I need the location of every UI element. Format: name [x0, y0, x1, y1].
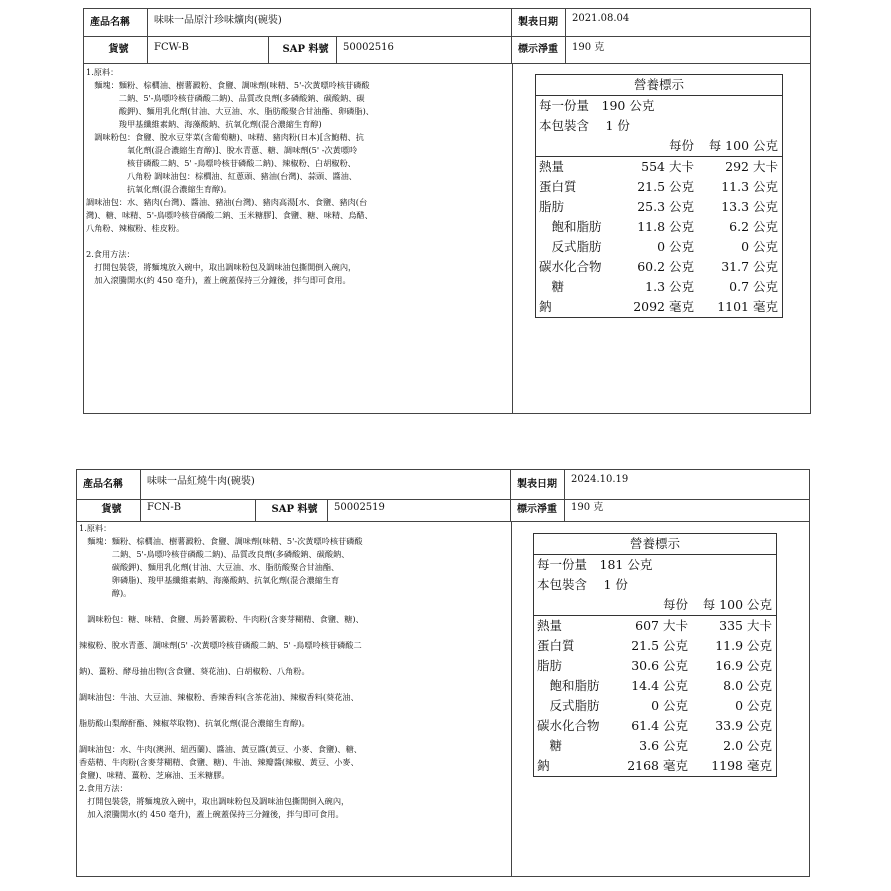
nutrient-row: 鈉 2092 毫克 1101 毫克: [539, 299, 778, 314]
item-code-label: 貨號: [77, 499, 141, 521]
date-value: 2024.10.19: [571, 474, 629, 485]
nutrition-column-header: 每份 每 100 公克: [534, 595, 776, 616]
nutrient-row: 蛋白質 21.5 公克 11.9 公克: [537, 638, 772, 653]
spec-sheet-2: [76, 469, 810, 877]
nutrient-row: 熱量 554 大卡 292 大卡: [539, 159, 778, 174]
nutrient-row: 熱量 607 大卡 335 大卡: [537, 618, 772, 633]
ingredient-line: 麵塊：麵粉、棕櫚油、樹薯澱粉、食鹽、調味劑(味精、5'-次黃嘌呤核苷磷酸: [79, 536, 363, 546]
ingredient-line: 酸鉀)、麵用乳化劑(甘油、大豆油、水、脂肪酸聚合甘油酯、卵磷脂)、: [86, 106, 374, 116]
nutrient-row: 脂肪 25.3 公克 13.3 公克: [539, 199, 778, 214]
product-name-label: 產品名稱: [77, 470, 141, 499]
date-label: 製表日期: [512, 9, 566, 36]
body-divider: [511, 521, 512, 876]
serving-size: 每一份量 181 公克: [537, 557, 653, 572]
sap-value: 50002516: [337, 36, 512, 63]
ingredient-line: [79, 730, 509, 743]
nutrient-row: 飽和脂肪 14.4 公克 8.0 公克: [537, 678, 772, 693]
usage-line: 打開包裝袋，將麵塊放入碗中，取出調味粉包及調味油包撕開倒入碗內，: [79, 796, 350, 806]
usage-heading: 2.食用方法：: [79, 783, 128, 793]
usage-line: 加入滾騰開水(約 450 毫升)，蓋上碗蓋保持三分鐘後，拌勻即可食用。: [86, 275, 351, 285]
ingredient-line: 碳酸鉀)、麵用乳化劑(甘油、大豆油、水、脂肪酸聚合甘油酯、: [79, 562, 340, 572]
ingredient-line: 灣)、糖、味精、5'-鳥嘌呤核苷磷酸二鈉、玉米糖膠]、食鹽、糖、味精、烏醋、: [86, 210, 373, 220]
nutrient-row: 蛋白質 21.5 公克 11.3 公克: [539, 179, 778, 194]
nutrient-row: 反式脂肪 0 公克 0 公克: [539, 239, 778, 254]
ingredient-line: 1.原料：: [79, 523, 112, 533]
header-row-1: [84, 9, 810, 37]
sap-value: 50002519: [328, 499, 511, 521]
sap-label: SAP 料號: [269, 36, 337, 63]
ingredient-line: 麵塊：麵粉、棕櫚油、樹薯澱粉、食鹽、調味劑(味精、5'-次黃嘌呤核苷磷酸: [86, 80, 370, 90]
net-weight-label: 標示淨重: [511, 499, 565, 521]
ingredients-block: [86, 66, 510, 287]
nutrient-row: 鈉 2168 毫克 1198 毫克: [537, 758, 772, 773]
nutrient-row: 糖 1.3 公克 0.7 公克: [539, 279, 778, 294]
product-name-value: 味味一品紅燒牛肉(碗裝): [141, 470, 511, 499]
ingredient-line: 氧化劑(混合濃縮生育醇)]、脫水青蔥、糖、調味劑(5' -次黃嘌呤: [86, 145, 358, 155]
nutrition-column-header: 每份 每 100 公克: [536, 136, 782, 157]
ingredient-line: [79, 626, 509, 639]
usage-heading: 2.食用方法：: [86, 249, 135, 259]
header-row-2: [84, 36, 810, 64]
date-value: 2021.08.04: [572, 13, 630, 24]
usage-line: 加入滾騰開水(約 450 毫升)，蓋上碗蓋保持三分鐘後，拌勻即可食用。: [79, 809, 344, 819]
sap-label: SAP 料號: [256, 499, 328, 521]
ingredient-line: 辣椒粉、脫水青蔥、調味劑(5' -次黃嘌呤核苷磷酸二鈉、5' -鳥嘌呤核苷磷酸二: [79, 640, 362, 650]
ingredient-line: [86, 235, 510, 248]
header-row-1: [77, 470, 809, 500]
serving-size: 每一份量 190 公克: [539, 98, 655, 113]
ingredient-line: 食鹽)、味精、薑粉、芝麻油、玉米糖膠。: [79, 770, 230, 780]
ingredient-line: 八角粉 調味油包：棕櫚油、紅蔥頭、豬油(台灣)、蒜頭、醬油、: [86, 171, 357, 181]
servings-per-pack: 本包裝含 1 份: [539, 118, 630, 133]
ingredient-line: 羧甲基纖維素鈉、海藻酸鈉、抗氧化劑(混合濃縮生育醇): [86, 119, 322, 129]
usage-line: 打開包裝袋，將麵塊放入碗中，取出調味粉包及調味油包撕開倒入碗內，: [86, 262, 357, 272]
date-label: 製表日期: [511, 470, 565, 499]
servings-per-pack: 本包裝含 1 份: [537, 577, 628, 592]
ingredient-line: 鈉)、薑粉、酵母抽出物(含食鹽、葵花油)、白胡椒粉、八角粉。: [79, 666, 310, 676]
nutrient-row: 碳水化合物 60.2 公克 31.7 公克: [539, 259, 778, 274]
ingredient-line: [79, 704, 509, 717]
ingredient-line: [79, 600, 509, 613]
ingredient-line: [79, 678, 509, 691]
ingredient-line: 醇)。: [79, 588, 132, 598]
product-name-value: 味味一品原汁珍味爌肉(碗裝): [148, 9, 512, 36]
product-name-label: 產品名稱: [84, 9, 148, 36]
item-code-value: FCW-B: [148, 36, 269, 63]
net-weight-value: 190 克: [571, 502, 604, 513]
item-code-label: 貨號: [84, 36, 148, 63]
nutrient-row: 糖 3.6 公克 2.0 公克: [537, 738, 772, 753]
ingredient-line: [79, 652, 509, 665]
nutrient-row: 碳水化合物 61.4 公克 33.9 公克: [537, 718, 772, 733]
ingredient-line: 調味油包：牛油、大豆油、辣椒粉、香辣香料(含茶花油)、辣椒香料(葵花油、: [79, 692, 359, 702]
nutrition-table-1: [535, 74, 783, 318]
ingredient-line: 調味粉包：食鹽、脫水豆芽菜(含葡萄糖)、味精、豬肉粉(日本)[含鮑精、抗: [86, 132, 364, 142]
nutrition-title: 營養標示: [534, 534, 776, 555]
ingredients-block: [79, 522, 509, 821]
ingredient-line: 二鈉、5'-鳥嘌呤核苷磷酸二鈉)、品質改良劑(多磷酸鈉、碳酸鈉、碳: [86, 93, 365, 103]
nutrition-title: 營養標示: [536, 75, 782, 96]
ingredient-line: 核苷磷酸二鈉、5' -鳥嘌呤核苷磷酸二鈉)、辣椒粉、白胡椒粉、: [86, 158, 356, 168]
net-weight-value: 190 克: [572, 42, 605, 53]
spec-sheet-1: [83, 8, 811, 414]
nutrient-row: 反式脂肪 0 公克 0 公克: [537, 698, 772, 713]
ingredient-line: 卵磷脂)、羧甲基纖維素鈉、海藻酸鈉、抗氧化劑(混合濃縮生育: [79, 575, 340, 585]
ingredient-line: 二鈉、5'-鳥嘌呤核苷磷酸二鈉)、品質改良劑(多磷酸鈉、碳酸鈉、: [79, 549, 350, 559]
ingredient-line: 抗氧化劑(混合濃縮生育醇)。: [86, 184, 232, 194]
ingredient-line: 香菇精、牛肉粉(含麥芽糊精、食鹽、糖)、牛油、辣瓣醬(辣椒、黃豆、小麥、: [79, 757, 359, 767]
ingredient-line: 調味油包：水、豬肉(台灣)、醬油、豬油(台灣)、豬肉高湯[水、食鹽、豬肉(台: [86, 197, 368, 207]
ingredient-line: 脂肪酸山梨醇酐酯、辣椒萃取物)、抗氧化劑(混合濃縮生育醇)。: [79, 718, 310, 728]
ingredient-line: 八角粉、辣椒粉、桂皮粉。: [86, 223, 185, 233]
nutrition-table-2: [533, 533, 777, 777]
ingredient-line: 1.原料：: [86, 67, 119, 77]
nutrient-row: 脂肪 30.6 公克 16.9 公克: [537, 658, 772, 673]
header-row-2: [77, 499, 809, 522]
ingredient-line: 調味粉包：糖、味精、食鹽、馬鈴薯澱粉、牛肉粉(含麥芽糊精、食鹽、糖)、: [79, 614, 364, 624]
nutrient-row: 飽和脂肪 11.8 公克 6.2 公克: [539, 219, 778, 234]
body-divider: [512, 63, 513, 413]
net-weight-label: 標示淨重: [512, 36, 566, 63]
ingredient-line: 調味油包：水、牛肉(澳洲、紐西蘭)、醬油、黃豆醬(黃豆、小麥、食鹽)、糖、: [79, 744, 362, 754]
item-code-value: FCN-B: [141, 499, 256, 521]
